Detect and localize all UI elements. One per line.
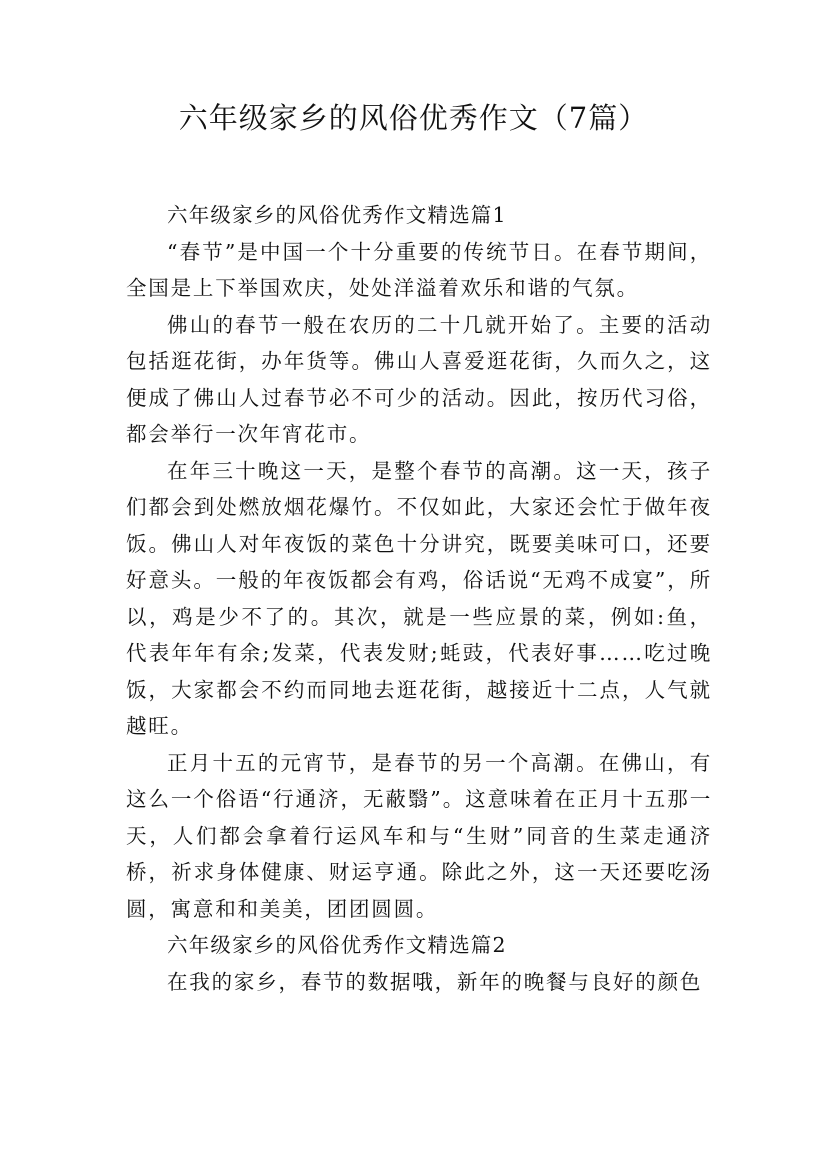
document-title: 六年级家乡的风俗优秀作文（7篇） xyxy=(178,101,649,135)
document-body xyxy=(126,197,712,1000)
section-heading-1: 六年级家乡的风俗优秀作文精选篇1 xyxy=(167,203,507,227)
paragraph: 在我的家乡，春节的数据哦，新年的晚餐与良好的颜色 xyxy=(167,969,703,994)
paragraph: 在年三十晚这一天，是整个春节的高潮。这一天，孩子们都会到处燃放烟花爆竹。不仅如此，大家还会忙于做年夜饭。佛山人对年夜饭的菜色十分讲究，既要美味可口，还要好意头。一般的年夜饭都会有鸡，俗话说“无鸡不成宴”，所以，鸡是少不了的。其次，就是一些应景的菜，例如:鱼，代表年年有余;发菜，代表发财;蚝豉，代表好事……吃过晚饭，大家都会不约而同地去逛花街，越接近十二点，人气就越旺。 xyxy=(126,458,712,738)
paragraph: 正月十五的元宵节，是春节的另一个高潮。在佛山，有这么一个俗语“行通济，无蔽翳”。这意味着在正月十五那一天，人们都会拿着行运风车和与“生财”同音的生菜走通济桥，祈求身体健康、财运亨通。除此之外，这一天还要吃汤圆，寓意和和美美，团团圆圆。 xyxy=(126,750,712,921)
paragraph: 佛山的春节一般在农历的二十几就开始了。主要的活动包括逛花街，办年货等。佛山人喜爱逛花街，久而久之，这便成了佛山人过春节必不可少的活动。因此，按历代习俗，都会举行一次年宵花市。 xyxy=(126,312,712,446)
paragraph: “春节”是中国一个十分重要的传统节日。在春节期间，全国是上下举国欢庆，处处洋溢着欢乐和谐的气氛。 xyxy=(126,239,712,300)
section-heading-2: 六年级家乡的风俗优秀作文精选篇2 xyxy=(167,933,507,957)
